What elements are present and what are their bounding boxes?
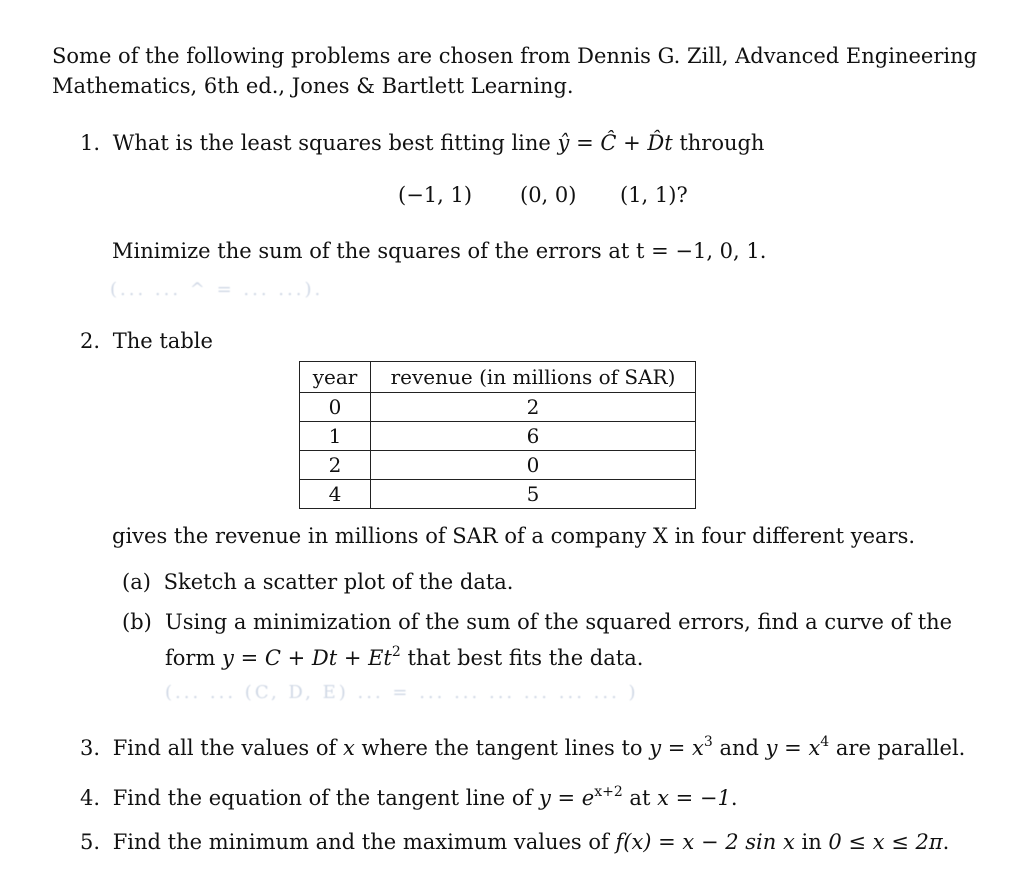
revenue-table [299,361,696,509]
problem-1-text-before: What is the least squares best fitting line [112,131,558,155]
problem-5-range: 0 ≤ x ≤ 2π [828,830,943,854]
part-b-equation: y = C + Dt + Et [222,646,392,670]
table-header-row [300,362,696,393]
problem-2-intro [80,327,213,355]
problem-1-point-1: (−1, 1) [398,183,473,207]
problem-1-text-after: through [672,131,765,155]
table-cell-year: 1 [300,422,371,451]
table-header-revenue: revenue (in millions of SAR) [371,362,696,393]
problem-1-instruction: Minimize the sum of the squares of the errors at t = −1, 0, 1. [112,239,767,263]
problem-3-text-mid: where the tangent lines to [354,736,650,760]
table-row [300,422,696,451]
part-a-text: Sketch a scatter plot of the data. [163,570,514,594]
problem-1-statement [80,129,764,157]
problem-4-text-mid: at [622,786,658,810]
table-row [300,393,696,422]
problem-2-part-b-line-1: Using a minimization of the sum of the squared errors, find a curve of the [165,610,953,634]
problem-4-statement [80,778,738,812]
problem-5-text-after: . [942,830,950,854]
table-cell-revenue: 6 [371,422,696,451]
table-row [300,480,696,509]
table-cell-revenue: 5 [371,480,696,509]
part-b-prefix: form [165,646,223,670]
intro-line-2: Mathematics, 6th ed., Jones & Bartlett Learning. [52,74,574,98]
table-cell-revenue: 2 [371,393,696,422]
problem-1-point-2: (0, 0) [520,183,577,207]
problem-1-number: 1. [80,131,101,155]
problem-4-point: x = −1 [657,786,731,810]
problem-2-part-b-line-2 [165,638,643,672]
table-header-year: year [300,362,371,393]
problem-3-equation-2: y = x [765,736,821,760]
problem-3-exponent-2: 4 [820,734,830,750]
problem-3-equation-1: y = x [649,736,704,760]
problem-5-text-mid: in [794,830,829,854]
problem-3-variable: x [342,736,355,760]
problem-2-part-b-label: (b) [122,610,152,634]
table-cell-year: 2 [300,451,371,480]
problem-2-part-a [122,568,513,596]
intro-line-1: Some of the following problems are chosen from Dennis G. Zill, Advanced Engineering [52,44,978,68]
problem-4-number: 4. [80,786,101,810]
table-cell-year: 4 [300,480,371,509]
problem-1-equation: ŷ = Ĉ + D̂t [557,131,673,155]
problem-4-equation: y = e [538,786,595,810]
part-b-suffix: that best fits the data. [400,646,644,670]
problem-4-exponent: x+2 [594,784,623,800]
table-cell-year: 0 [300,393,371,422]
problem-3-and: and [712,736,766,760]
problem-3-text-after: are parallel. [829,736,966,760]
problem-3-statement [80,728,965,762]
table-cell-revenue: 0 [371,451,696,480]
part-b-exponent: 2 [391,644,401,660]
table-row [300,451,696,480]
problem-2-number: 2. [80,329,101,353]
problem-4-text-before: Find the equation of the tangent line of [112,786,539,810]
problem-2-faint-answer: (... ... (C, D, E) ... = ... ... ... ... ... ... ) [165,682,639,703]
problem-4-text-after: . [730,786,738,810]
problem-3-exponent-1: 3 [703,734,713,750]
problem-3-text-before: Find all the values of [112,736,343,760]
problem-5-number: 5. [80,830,101,854]
problem-2-description: gives the revenue in millions of SAR of a company X in four different years. [112,524,916,548]
problem-2-intro-text: The table [112,329,213,353]
problem-5-text-before: Find the minimum and the maximum values of [112,830,616,854]
part-a-label: (a) [122,570,151,594]
problem-5-function: f(x) = x − 2 sin x [615,830,795,854]
problem-5-statement [80,828,949,856]
problem-1-faint-answer: (... ... ^ = ... ...). [110,279,324,300]
problem-3-number: 3. [80,736,101,760]
problem-1-point-3: (1, 1)? [620,183,688,207]
